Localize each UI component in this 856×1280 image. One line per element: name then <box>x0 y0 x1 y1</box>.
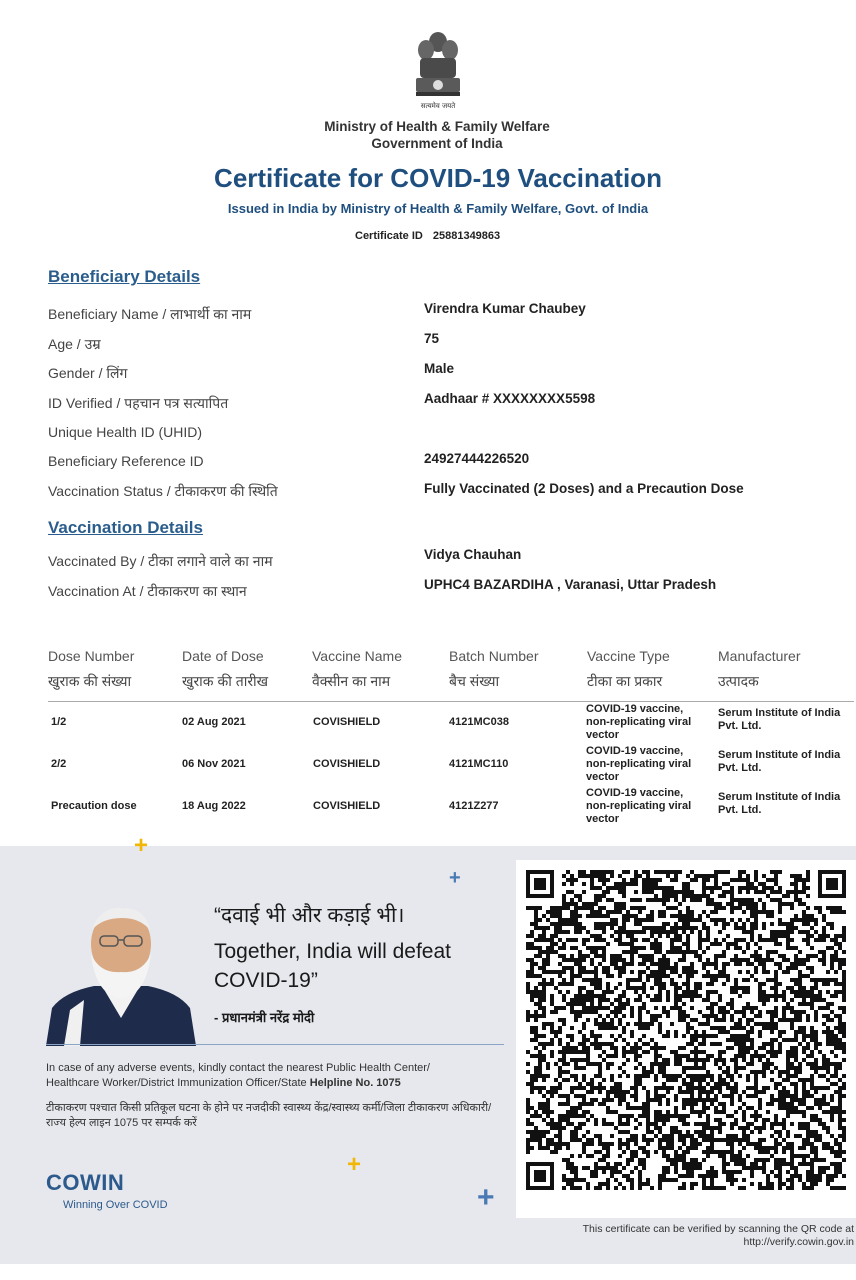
quote-hindi: “दवाई भी और कड़ाई भी। <box>214 904 405 927</box>
vaccinated-by-label: Vaccinated By / टीका लगाने वाले का नाम <box>48 553 273 569</box>
certificate-id-label: Certificate ID <box>355 230 423 242</box>
row2-vaccine: COVISHIELD <box>313 758 381 770</box>
ministry-name: Ministry of Health & Family Welfare <box>324 119 550 134</box>
beneficiary-name-value: Virendra Kumar Chaubey <box>424 301 586 316</box>
cowin-tagline: Winning Over COVID <box>63 1199 168 1211</box>
row2-manufacturer: Serum Institute of India Pvt. Ltd. <box>718 749 841 774</box>
row2-batch: 4121MC110 <box>449 758 509 770</box>
header-dose-number: Dose Number खुराक की संख्या <box>48 648 135 689</box>
row3-dose: Precaution dose <box>51 800 137 812</box>
gender-label: Gender / लिंग <box>48 365 128 381</box>
reference-id-value: 24927444226520 <box>424 451 530 466</box>
header-vaccine-name: Vaccine Name वैक्सीन का नाम <box>312 648 403 689</box>
quote-attribution: - प्रधानमंत्री नरेंद्र मोदी <box>214 1010 315 1025</box>
row1-type: COVID-19 vaccine, non-replicating viral vector <box>586 703 692 741</box>
national-emblem-icon <box>410 28 466 114</box>
row1-date: 02 Aug 2021 <box>182 716 246 728</box>
row1-vaccine: COVISHIELD <box>313 716 381 728</box>
row1-dose: 1/2 <box>51 716 67 728</box>
row3-manufacturer: Serum Institute of India Pvt. Ltd. <box>718 791 841 816</box>
beneficiary-name-label: Beneficiary Name / लाभार्थी का नाम <box>48 306 252 322</box>
beneficiary-details-heading: Beneficiary Details <box>48 267 201 286</box>
vaccination-details-heading: Vaccination Details <box>48 518 203 537</box>
row1-batch: 4121MC038 <box>449 716 509 728</box>
table-divider <box>48 701 854 702</box>
row3-batch: 4121Z277 <box>449 800 499 812</box>
helpline-number: Helpline No. 1075 <box>309 1077 401 1089</box>
row2-type: COVID-19 vaccine, non-replicating viral vector <box>586 745 692 783</box>
row2-date: 06 Nov 2021 <box>182 758 246 770</box>
vaccination-at-label: Vaccination At / टीकाकरण का स्थान <box>48 583 247 599</box>
qr-code <box>516 860 856 1218</box>
plus-icon: + <box>347 1151 362 1178</box>
vaccinated-by-value: Vidya Chauhan <box>424 547 522 562</box>
row3-date: 18 Aug 2022 <box>182 800 246 812</box>
qr-verification-note: This certificate can be verified by scanning the QR code at http://verify.cowin.gov.in <box>582 1223 854 1248</box>
header-date-of-dose: Date of Dose खुराक की तारीख <box>182 648 269 689</box>
svg-text:सत्यमेव जयते: सत्यमेव जयते <box>420 102 456 110</box>
certificate-id-value: 25881349863 <box>432 230 501 242</box>
row3-vaccine: COVISHIELD <box>313 800 381 812</box>
id-verified-label: ID Verified / पहचान पत्र सत्यापित <box>48 395 229 411</box>
row1-manufacturer: Serum Institute of India Pvt. Ltd. <box>718 707 841 732</box>
row2-dose: 2/2 <box>51 758 67 770</box>
footer-divider <box>46 1044 504 1045</box>
row3-type: COVID-19 vaccine, non-replicating viral vector <box>586 787 692 825</box>
vaccination-status-value: Fully Vaccinated (2 Doses) and a Precaution Dose <box>424 481 744 496</box>
header-manufacturer: Manufacturer उत्पादक <box>718 648 801 689</box>
header-vaccine-type: Vaccine Type टीका का प्रकार <box>587 648 670 689</box>
vaccination-at-value: UPHC4 BAZARDIHA , Varanasi, Uttar Pradesh <box>424 577 717 592</box>
certificate-title: Certificate for COVID-19 Vaccination <box>214 163 662 193</box>
gender-value: Male <box>424 361 455 376</box>
header-batch-number: Batch Number बैच संख्या <box>449 648 539 689</box>
plus-icon: + <box>477 1181 495 1214</box>
plus-icon: + <box>449 867 461 889</box>
age-value: 75 <box>424 331 440 346</box>
cowin-logo: COWIN <box>46 1170 125 1195</box>
uhid-label: Unique Health ID (UHID) <box>48 424 203 440</box>
government-name: Government of India <box>371 136 503 151</box>
age-label: Age / उम्र <box>48 336 101 352</box>
id-verified-value: Aadhaar # XXXXXXXX5598 <box>424 391 596 406</box>
prime-minister-portrait <box>44 900 198 1046</box>
plus-icon: + <box>134 832 149 859</box>
quote-english: Together, India will defeat COVID-19” <box>214 940 451 992</box>
vaccination-status-label: Vaccination Status / टीकाकरण की स्थिति <box>48 483 278 499</box>
adverse-events-info-hindi: टीकाकरण पश्चात किसी प्रतिकूल घटना के होने पर नजदीकी स्वास्थ्य केंद्र/स्वास्थ्य कर्मी/जिला टीकाकरण अधिकारी/राज्य हेल्प लाइन 1075 पर सम्पर्क करें <box>46 1102 492 1129</box>
reference-id-label: Beneficiary Reference ID <box>48 453 204 469</box>
qr-code-container <box>516 860 856 1218</box>
adverse-events-info-english: In case of any adverse events, kindly contact the nearest Public Health Center/ Healthcare Worker/District Immunization Officer/State Helpline No. 1075 <box>46 1062 430 1089</box>
certificate-id <box>355 230 500 242</box>
certificate-subtitle: Issued in India by Ministry of Health & Family Welfare, Govt. of India <box>227 201 649 216</box>
